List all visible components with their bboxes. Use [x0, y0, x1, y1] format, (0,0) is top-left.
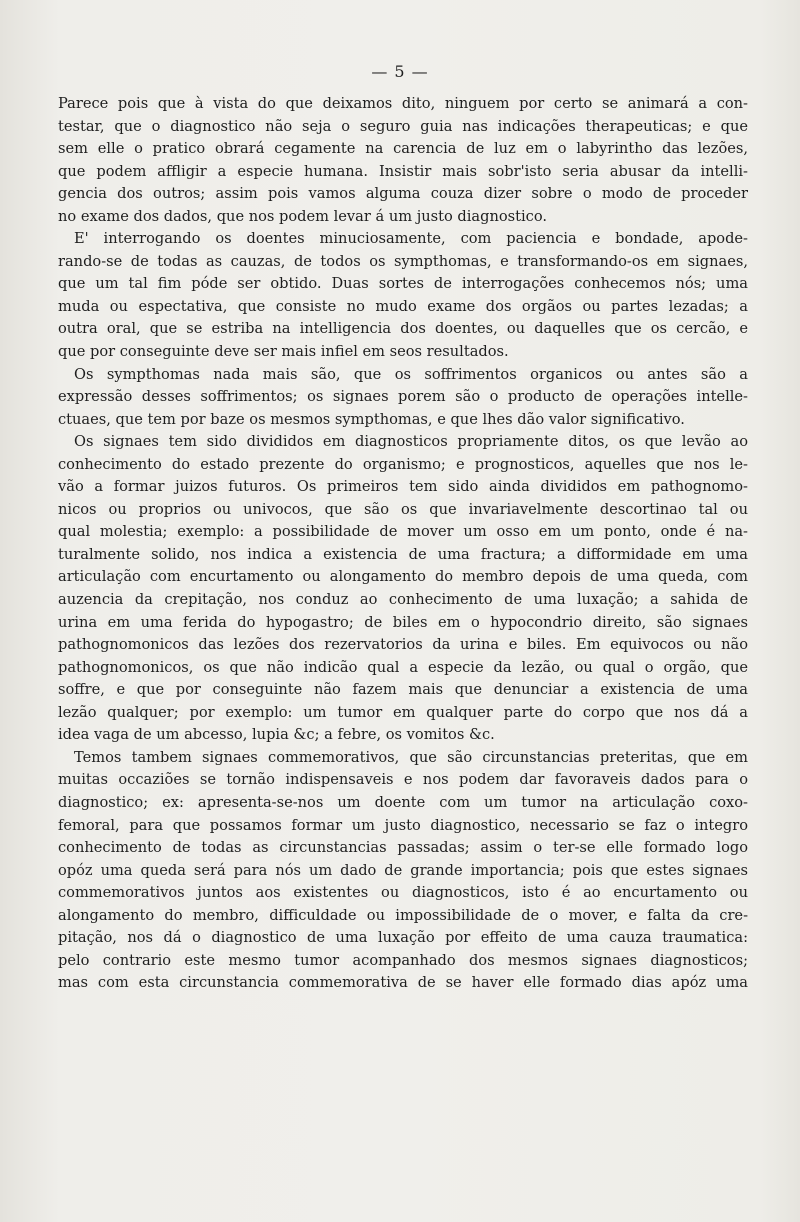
text-line: pitação, nos dá o diagnostico de uma luxação por effeito de uma cauza traumatica: — [58, 929, 748, 947]
page-number: — 5 — — [371, 62, 429, 81]
text-line: pelo contrario este mesmo tumor acompanhado dos mesmos signaes diagnosticos; — [58, 951, 748, 969]
text-line: testar, que o diagnostico não seja o seguro guia nas indicações therapeuticas; e que — [58, 117, 748, 135]
text-line: opóz uma queda será para nós um dado de grande importancia; pois que estes signaes — [58, 861, 748, 879]
text-line: Temos tambem signaes commemorativos, que são circunstancias preteritas, que em — [74, 748, 748, 766]
text-line: conhecimento de todas as circunstancias passadas; assim o ter-se elle formado logo — [58, 839, 748, 857]
text-line: qual molestia; exemplo: a possibilidade de mover um osso em um ponto, onde é na- — [58, 523, 748, 541]
text-line: turalmente solido, nos indica a existencia de uma fractura; a difformidade em uma — [58, 545, 748, 563]
text-line: Os signaes tem sido divididos em diagnosticos propriamente ditos, os que levão ao — [74, 433, 748, 451]
text-line: no exame dos dados, que nos podem levar á um justo diagnostico. — [58, 207, 547, 225]
text-line: lezão qualquer; por exemplo: um tumor em qualquer parte do corpo que nos dá a — [58, 703, 748, 721]
text-line: pathognomonicos, os que não indicão qual a especie da lezão, ou qual o orgão, que — [58, 658, 748, 676]
text-line: outra oral, que se estriba na intelligencia dos doentes, ou daquelles que os cercão, e — [58, 320, 748, 338]
text-line: commemorativos juntos aos existentes ou diagnosticos, isto é ao encurtamento ou — [58, 884, 748, 902]
text-line: alongamento do membro, difficuldade ou impossibilidade de o mover, e falta da cre- — [58, 906, 748, 924]
text-line: que um tal fim póde ser obtido. Duas sortes de interrogações conhecemos nós; uma — [58, 275, 748, 293]
text-line: gencia dos outros; assim pois vamos alguma couza dizer sobre o modo de proceder — [58, 185, 748, 203]
text-line: urina em uma ferida do hypogastro; de biles em o hypocondrio direito, são signaes — [58, 613, 748, 631]
text-line: Os sympthomas nada mais são, que os soffrimentos organicos ou antes são a — [74, 365, 748, 383]
text-line: femoral, para que possamos formar um justo diagnostico, necessario se faz o integro — [58, 816, 748, 834]
text-line: Parece pois que à vista do que deixamos dito, ninguem por certo se animará a con- — [58, 95, 748, 112]
text-line: nicos ou proprios ou univocos, que são os que invariavelmente descortinao tal ou — [58, 500, 748, 518]
text-line: que podem affligir a especie humana. Insistir mais sobr'isto seria abusar da intelli- — [58, 162, 748, 180]
text-line: idea vaga de um abcesso, lupia &c; a febre, os vomitos &c. — [58, 726, 495, 744]
text-line: articulação com encurtamento ou alongamento do membro depois de uma queda, com — [58, 568, 748, 586]
text-line: pathognomonicos das lezões dos rezervatorios da urina e biles. Em equivocos ou não — [58, 636, 748, 654]
text-line: ctuaes, que tem por baze os mesmos sympthomas, e que lhes dão valor significativo. — [58, 410, 685, 428]
text-line: mas com esta circunstancia commemorativa de se haver elle formado dias apóz uma — [58, 974, 748, 992]
text-line: auzencia da crepitação, nos conduz ao conhecimento de uma luxação; a sahida de — [58, 591, 748, 609]
text-line: expressão desses soffrimentos; os signaes porem são o producto de operações intelle- — [58, 388, 748, 406]
text-line: rando-se de todas as cauzas, de todos os sympthomas, e transformando-os em signaes, — [58, 252, 748, 270]
body-text — [58, 93, 748, 995]
text-line: vão a formar juizos futuros. Os primeiros tem sido ainda divididos em pathognomo- — [58, 478, 748, 496]
text-line: soffre, e que por conseguinte não fazem mais que denunciar a existencia de uma — [58, 681, 748, 699]
text-line: E' interrogando os doentes minuciosamente, com paciencia e bondade, apode- — [74, 230, 748, 248]
text-line: diagnostico; ex: apresenta-se-nos um doente com um tumor na articulação coxo- — [58, 793, 748, 811]
text-line: sem elle o pratico obrará cegamente na carencia de luz em o labyrintho das lezões, — [58, 140, 748, 158]
text-line: muitas occaziões se tornão indispensaveis e nos podem dar favoraveis dados para o — [58, 771, 748, 789]
text-line: conhecimento do estado prezente do organismo; e prognosticos, aquelles que nos le- — [58, 455, 748, 473]
text-line: muda ou espectativa, que consiste no mudo exame dos orgãos ou partes lezadas; a — [58, 297, 748, 315]
text-line: que por conseguinte deve ser mais infiel em seos resultados. — [58, 343, 509, 361]
